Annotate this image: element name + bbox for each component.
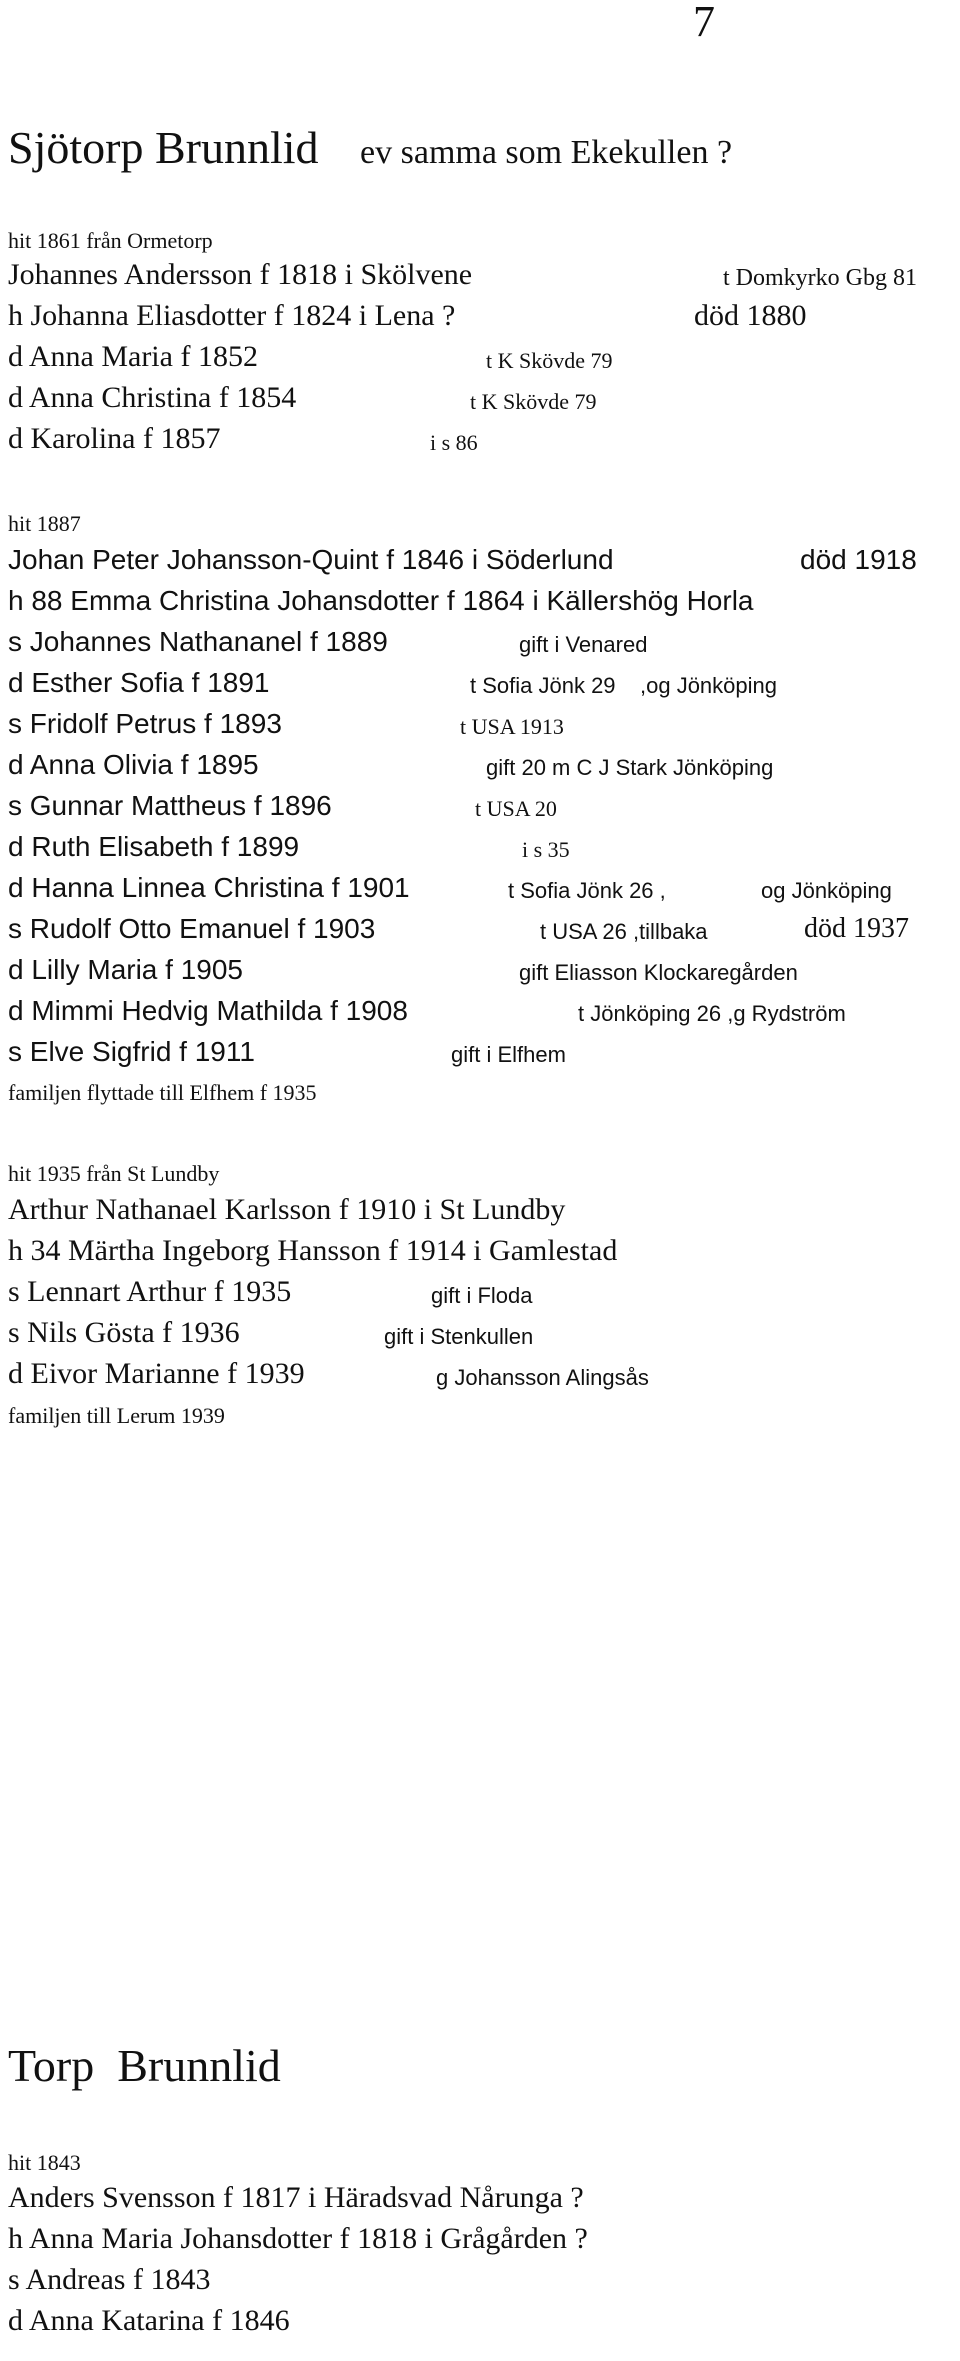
footer-text: familjen flyttade till Elfhem f 1935 [8,1080,317,1105]
entry-row [8,700,952,740]
entry-note: död 1918 [800,544,917,575]
entry-note: t USA 20 [475,796,557,821]
entry-main: Johan Peter Johansson-Quint f 1846 i Söderlund [8,544,614,575]
entry-main: s Elve Sigfrid f 1911 [8,1036,255,1067]
entry-row [8,2175,952,2215]
entry-row [8,1187,952,1227]
entry-note: i s 35 [522,837,570,862]
entry-note-extra: og Jönköping [761,878,892,903]
entry-row [8,864,952,904]
entry-note: gift Eliasson Klockaregården [519,960,798,985]
entry-row [8,823,952,863]
entry-main: d Anna Katarina f 1846 [8,2304,290,2337]
entry-row [8,252,952,292]
entry-note: t USA 26 ,tillbaka [540,919,708,944]
heading-text: hit 1861 från Ormetorp [8,228,213,253]
entry-row [8,334,952,374]
footer-text: familjen till Lerum 1939 [8,1403,225,1428]
section-title-text: Torp Brunnlid [8,2040,281,2091]
entry-main: s Lennart Arthur f 1935 [8,1275,292,1308]
block-footer [8,1066,952,1106]
heading-text: hit 1843 [8,2150,81,2175]
entry-main: h Johanna Eliasdotter f 1824 i Lena ? [8,299,456,332]
entry-note: t Jönköping 26 ,g Rydström [578,1001,846,1026]
entry-main: s Nils Gösta f 1936 [8,1316,240,1349]
block-heading [8,497,952,537]
entry-row [8,618,952,658]
entry-note: i s 86 [430,430,478,455]
entry-main: d Eivor Marianne f 1939 [8,1357,305,1390]
entry-main: d Esther Sofia f 1891 [8,667,270,698]
block-heading [8,1147,952,1187]
entry-row [8,1310,952,1350]
entry-note: t K Skövde 79 [486,348,613,373]
heading-text: hit 1935 från St Lundby [8,1161,220,1186]
entry-main: d Mimmi Hedvig Mathilda f 1908 [8,995,408,1026]
entry-main: s Gunnar Mattheus f 1896 [8,790,332,821]
section-title-torp [8,2040,281,2092]
page-number: 7 [693,0,715,46]
entry-row [8,659,952,699]
entry-main: d Anna Olivia f 1895 [8,749,259,780]
entry-note: t Domkyrko Gbg 81 [723,265,917,291]
entry-row [8,416,952,456]
entry-main: d Anna Maria f 1852 [8,340,258,373]
entry-note: gift i Stenkullen [384,1324,534,1349]
entry-row [8,1028,952,1068]
entry-note-extra: ,og Jönköping [640,673,777,698]
entry-note: död 1880 [694,299,807,332]
entry-main: d Lilly Maria f 1905 [8,954,244,985]
entry-row [8,987,952,1027]
block-footer [8,1389,952,1429]
entry-row [8,2216,952,2256]
section-title-text: Sjötorp Brunnlid [8,122,319,173]
entry-main: h Anna Maria Johansdotter f 1818 i Grågården ? [8,2222,588,2255]
entry-main: s Johannes Nathananel f 1889 [8,626,388,657]
entry-main: h 34 Märtha Ingeborg Hansson f 1914 i Gamlestad [8,1234,618,1267]
entry-main: d Karolina f 1857 [8,422,221,455]
entry-main: d Ruth Elisabeth f 1899 [8,831,300,862]
entry-row [8,782,952,822]
entry-main: s Fridolf Petrus f 1893 [8,708,282,739]
entry-row [8,293,952,333]
entry-main: s Rudolf Otto Emanuel f 1903 [8,913,376,944]
entry-row [8,1269,952,1309]
entry-note: g Johansson Alingsås [436,1365,649,1390]
entry-note: t K Skövde 79 [470,389,597,414]
entry-note: t USA 1913 [460,714,564,739]
entry-row [8,577,952,617]
entry-row [8,946,952,986]
block-heading [8,214,952,254]
entry-row [8,905,952,945]
entry-main: Johannes Andersson f 1818 i Skölvene [8,258,473,291]
entry-note: t Sofia Jönk 26 , [508,878,666,903]
entry-note: gift i Elfhem [451,1042,566,1067]
entry-row [8,2257,952,2297]
entry-note-extra: död 1937 [804,913,909,944]
entry-row [8,375,952,415]
entry-main: Arthur Nathanael Karlsson f 1910 i St Lundby [8,1193,566,1226]
section-title-sjotorp [8,122,732,179]
entry-row [8,2298,952,2338]
entry-main: Anders Svensson f 1817 i Häradsvad Nårunga ? [8,2181,584,2214]
section-subtitle: ev samma som Ekekullen ? [360,134,733,171]
block-heading [8,2136,952,2176]
entry-main: h 88 Emma Christina Johansdotter f 1864 i Källershög Horla [8,585,754,616]
entry-note: gift i Venared [519,632,648,657]
entry-note: gift 20 m C J Stark Jönköping [486,755,774,780]
entry-note: gift i Floda [431,1283,533,1308]
entry-main: d Hanna Linnea Christina f 1901 [8,872,410,903]
entry-row [8,1228,952,1268]
entry-note: t Sofia Jönk 29 [470,673,616,698]
entry-row [8,741,952,781]
entry-row [8,1351,952,1391]
entry-main: d Anna Christina f 1854 [8,381,297,414]
heading-text: hit 1887 [8,511,81,536]
entry-main: s Andreas f 1843 [8,2263,211,2296]
entry-row [8,536,952,576]
